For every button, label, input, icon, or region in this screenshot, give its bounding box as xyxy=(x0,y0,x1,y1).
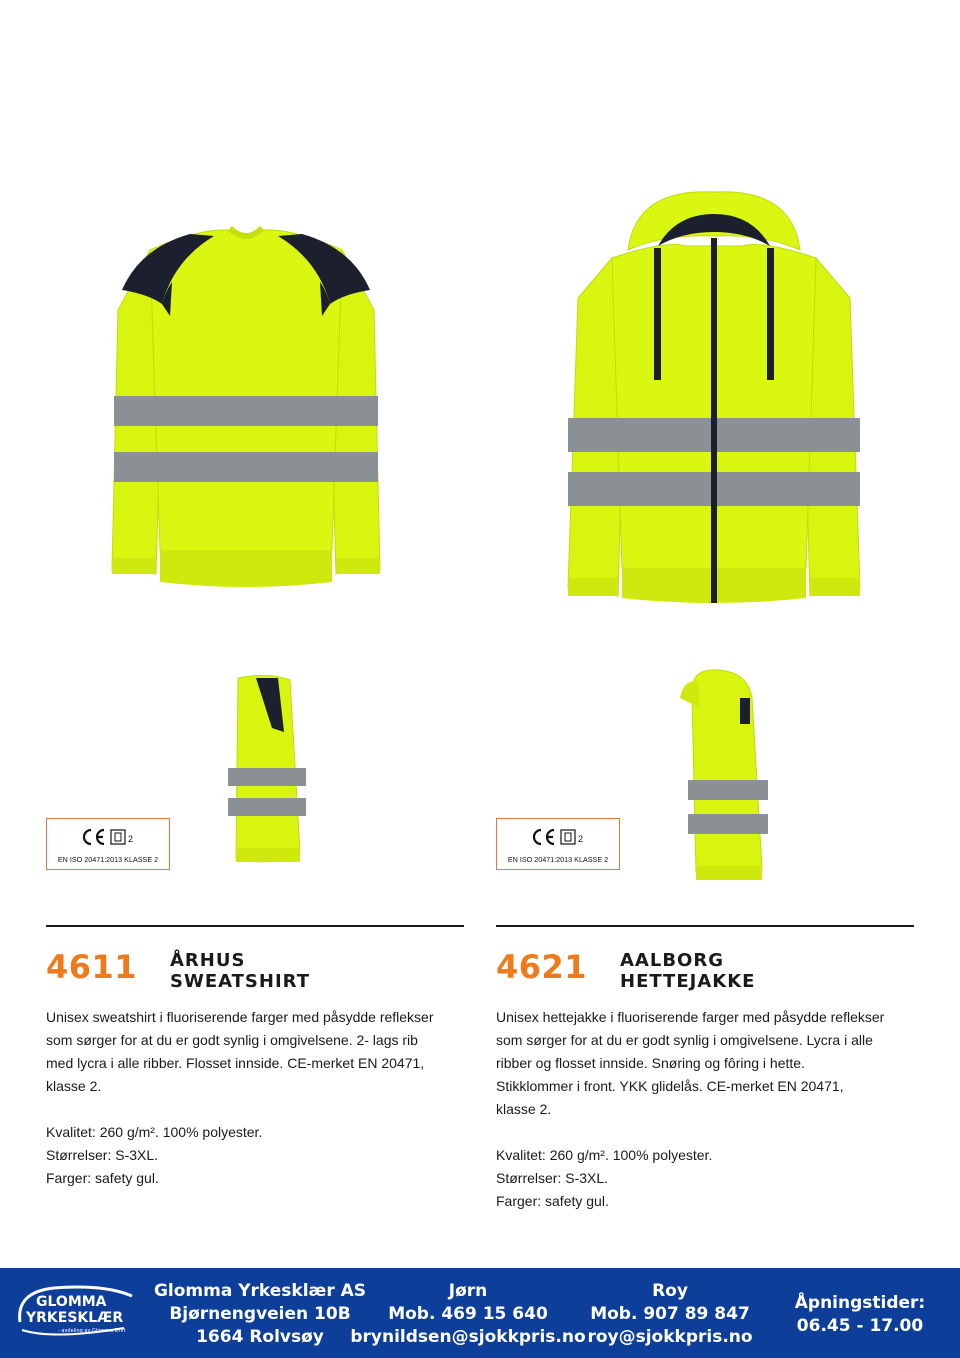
sweatshirt-front-image xyxy=(110,220,382,592)
product-title: AALBORG HETTEJAKKE xyxy=(620,950,756,992)
hoodie-front-image xyxy=(566,188,862,628)
svg-text:- avdeling av Glomma Drift: - avdeling av Glomma Drift xyxy=(58,1328,126,1334)
glomma-logo xyxy=(14,1282,138,1342)
product-spec: Kvalitet: 260 g/m². 100% polyester. xyxy=(46,1124,263,1140)
company-info: Glomma Yrkesklær AS Bjørnengveien 10B 1664 Rolvsøy xyxy=(153,1281,367,1347)
certification-label: EN ISO 20471:2013 KLASSE 2 xyxy=(57,855,159,864)
product-description: Unisex sweatshirt i fluoriserende farger med påsydde reflekser som sørger for at du er godt synlig i omgivelsene. 2- lags rib med lycra i alle ribber. Flosset innside. CE-merket EN 20471, klasse 2. Kvalitet: 260 g/m². 100% polyester. Størrelser: S-3XL. Farger: safety gul. xyxy=(46,1006,466,1190)
product-spec: Størrelser: S-3XL. xyxy=(46,1147,159,1163)
product-title: ÅRHUS SWEATSHIRT xyxy=(170,950,310,992)
svg-text:2: 2 xyxy=(128,834,134,844)
certification-badge xyxy=(496,818,620,870)
email-link[interactable]: roy@sjokkpris.no xyxy=(587,1327,753,1347)
email-link[interactable]: brynildsen@sjokkpris.no xyxy=(350,1327,586,1347)
product-code: 4611 xyxy=(46,948,138,986)
hoodie-side-image xyxy=(678,668,770,892)
ce-mark-icon xyxy=(77,827,147,847)
contact-roy: Roy Mob. 907 89 847 roy@sjokkpris.no xyxy=(580,1280,760,1349)
section-divider xyxy=(46,925,464,927)
svg-text:YRKESKLÆR: YRKESKLÆR xyxy=(26,1310,124,1326)
certification-badge xyxy=(46,818,170,870)
ce-mark-icon xyxy=(527,827,597,847)
svg-text:2: 2 xyxy=(578,834,584,844)
certification-label: EN ISO 20471:2013 KLASSE 2 xyxy=(507,855,609,864)
product-spec: Farger: safety gul. xyxy=(496,1193,609,1209)
svg-text:GLOMMA: GLOMMA xyxy=(36,1294,107,1310)
product-code: 4621 xyxy=(496,948,588,986)
opening-hours: Åpningstider: 06.45 - 17.00 xyxy=(794,1293,926,1336)
contact-jorn: Jørn Mob. 469 15 640 brynildsen@sjokkpris.no xyxy=(350,1281,586,1347)
footer-bar xyxy=(0,1268,960,1358)
sweatshirt-side-image xyxy=(228,672,308,872)
product-spec: Kvalitet: 260 g/m². 100% polyester. xyxy=(496,1147,713,1163)
product-spec: Farger: safety gul. xyxy=(46,1170,159,1186)
product-description: Unisex hettejakke i fluoriserende farger med påsydde reflekser som sørger for at du er godt synlig i omgivelsene. Lycra i alle ribber og flosset innside. Snøring og fôring i hette. Stikklommer i front. YKK glidelås. CE-merket EN 20471, klasse 2. Kvalitet: 260 g/m². 100% polyester. Størrelser: S-3XL. Farger: safety gul. xyxy=(496,1006,916,1213)
product-spec: Størrelser: S-3XL. xyxy=(496,1170,609,1186)
section-divider xyxy=(496,925,914,927)
